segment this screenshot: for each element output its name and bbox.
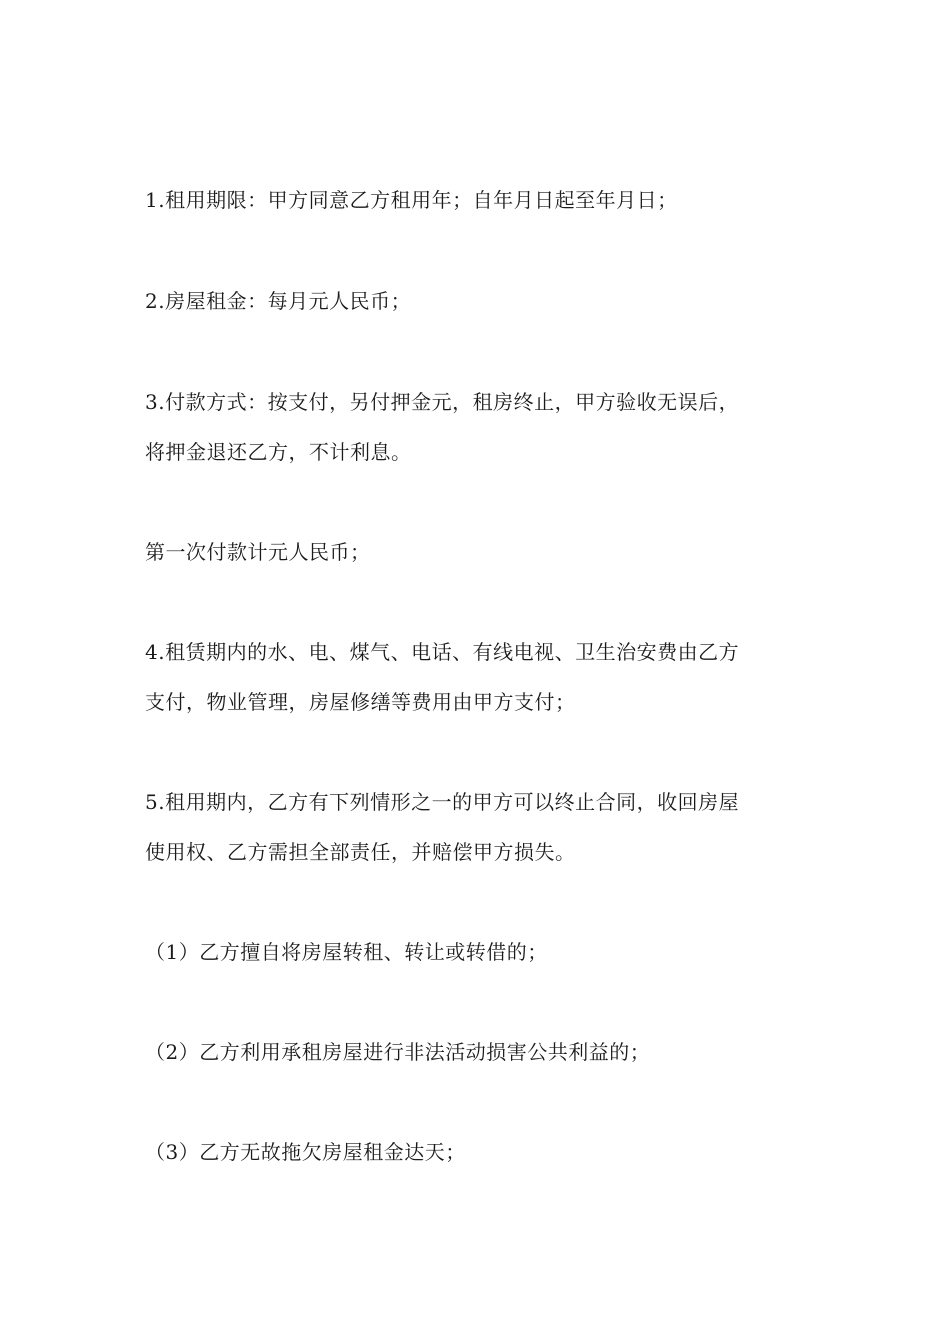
sub-item-1: （1）乙方擅自将房屋转租、转让或转借的； (145, 940, 548, 964)
clause-1-lease-term: 1.租用期限：甲方同意乙方租用年；自年月日起至年月日； (145, 188, 678, 212)
clause-3-payment-line-1: 3.付款方式：按支付，另付押金元，租房终止，甲方验收无误后， (145, 390, 740, 414)
clause-5-termination-line-2: 使用权、乙方需担全部责任，并赔偿甲方损失。 (145, 840, 576, 864)
clause-5-termination-line-1: 5.租用期内，乙方有下列情形之一的甲方可以终止合同，收回房屋 (145, 790, 740, 814)
clause-3-payment-line-2: 将押金退还乙方，不计利息。 (145, 440, 412, 464)
first-payment-line: 第一次付款计元人民币； (145, 540, 371, 564)
clause-4-fees-line-2: 支付，物业管理，房屋修缮等费用由甲方支付； (145, 690, 576, 714)
sub-item-3: （3）乙方无故拖欠房屋租金达天； (145, 1140, 466, 1164)
clause-4-fees-line-1: 4.租赁期内的水、电、煤气、电话、有线电视、卫生治安费由乙方 (145, 640, 740, 664)
clause-2-rent: 2.房屋租金：每月元人民币； (145, 289, 412, 313)
sub-item-2: （2）乙方利用承租房屋进行非法活动损害公共利益的； (145, 1040, 651, 1064)
